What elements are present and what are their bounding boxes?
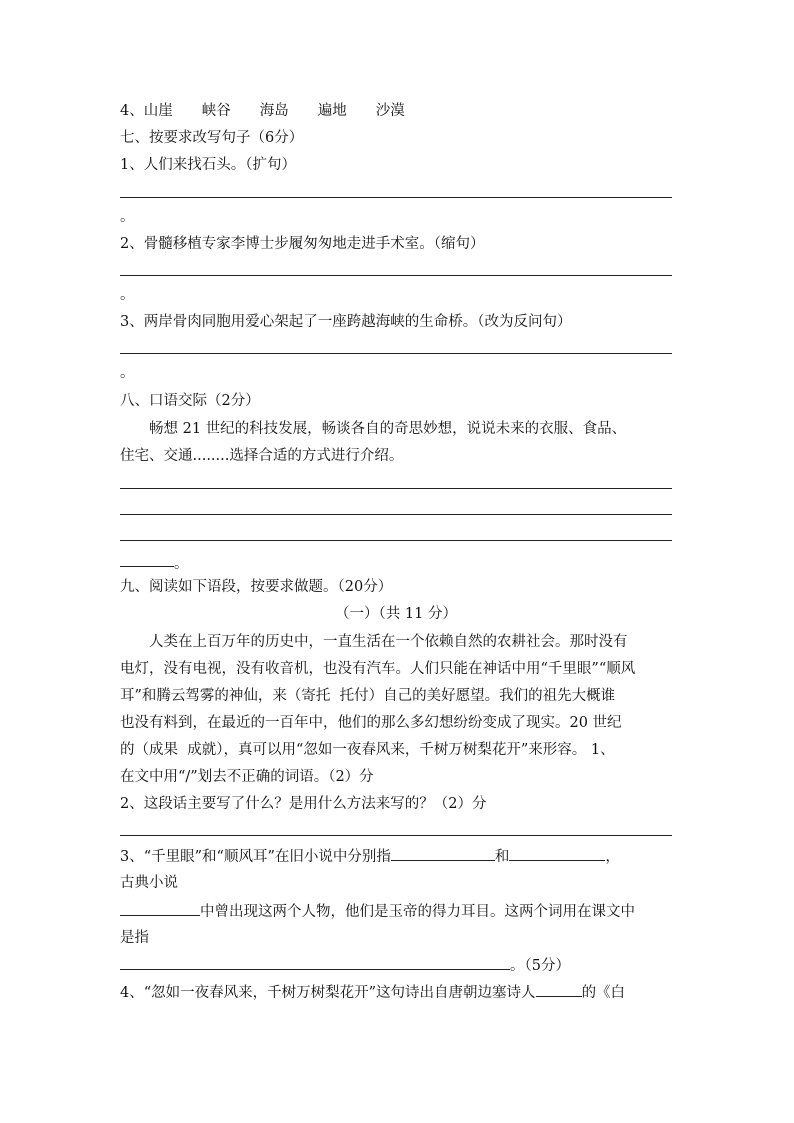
- passage-line-2: 电灯，没有电视，没有收音机，也没有汽车。人们只能在神话中用“千里眼”“顺风: [120, 661, 636, 677]
- q7-3: 3、两岸骨肉同胞用爱心架起了一座跨越海峡的生命桥。（改为反问句）: [120, 314, 572, 330]
- passage-line-5: 的（成果 成就），真可以用“忽如一夜春风来，千树万树梨花开”来形容。 1、: [120, 742, 615, 758]
- q7-1: 1、人们来找石头。（扩句）: [120, 157, 296, 173]
- q9-3-text-c: ，: [605, 849, 620, 865]
- answer-line[interactable]: [120, 566, 174, 567]
- q9-3-line-4: 是指: [120, 930, 149, 946]
- answer-line[interactable]: [120, 514, 672, 515]
- answer-line[interactable]: [120, 275, 672, 276]
- q9-3-line-3: [120, 901, 635, 922]
- end-mark: 。: [174, 556, 189, 572]
- passage-line-1: 人类在上百万年的历史中，一直生活在一个依赖自然的农耕社会。那时没有: [120, 634, 628, 650]
- q9-3-text-a: 3、“千里眼”和“顺风耳”在旧小说中分别指: [120, 849, 391, 865]
- section-9-heading: 九、阅读如下语段，按要求做题。（20分）: [120, 579, 393, 595]
- end-mark: 。: [120, 365, 135, 381]
- q9-3-line-1: [120, 846, 620, 867]
- answer-blank[interactable]: [509, 846, 605, 861]
- exercise-4-words: 4、山崖 峡谷 海岛 遍地 沙漠: [120, 103, 405, 119]
- end-mark: 。: [120, 287, 135, 303]
- answer-line[interactable]: [120, 197, 672, 198]
- answer-blank[interactable]: [391, 846, 495, 861]
- q9-3-text-b: 和: [494, 849, 510, 865]
- q7-2: 2、骨髓移植专家李博士步履匆匆地走进手术室。（缩句）: [120, 236, 485, 252]
- answer-blank[interactable]: [120, 955, 510, 970]
- section-7-heading: 七、按要求改写句子（6分）: [120, 130, 304, 146]
- end-mark: 。: [120, 209, 135, 225]
- q9-2: 2、这段话主要写了什么？是用什么方法来写的？（2）分: [120, 796, 487, 812]
- passage-line-3: 耳”和腾云驾雾的神仙，来（寄托 托付）自己的美好愿望。我们的祖先大概谁: [120, 688, 616, 704]
- answer-line[interactable]: [120, 353, 672, 354]
- answer-line[interactable]: [120, 488, 672, 489]
- passage-line-4: 也没有料到，在最近的一百年中，他们的那么多幻想纷纷变成了现实。20 世纪: [120, 715, 622, 731]
- q9-3-text-e: 中曾出现这两个人物，他们是玉帝的得力耳目。这两个词用在课文中: [200, 904, 635, 920]
- q9-3-line-5: [120, 955, 570, 976]
- answer-line[interactable]: [120, 540, 672, 541]
- passage-line-6: 在文中用“/”划去不正确的词语。（2）分: [120, 769, 374, 785]
- section-8-prompt-2: 住宅、交通........选择合适的方式进行介绍。: [120, 448, 404, 464]
- answer-blank[interactable]: [536, 982, 582, 997]
- section-8-prompt-1: 畅想 21 世纪的科技发展，畅谈各自的奇思妙想，说说未来的衣服、食品、: [120, 421, 627, 437]
- answer-blank[interactable]: [120, 901, 200, 916]
- q9-4-text-a: 4、“忽如一夜春风来，千树万树梨花开”这句诗出自唐朝边塞诗人: [120, 985, 536, 1001]
- q9-4-line-1: [120, 982, 625, 1003]
- answer-line[interactable]: [120, 835, 672, 836]
- section-8-heading: 八、口语交际（2分）: [120, 393, 260, 409]
- q9-3-line-2: 古典小说: [120, 875, 178, 891]
- q9-4-text-b: 的《白: [581, 985, 626, 1001]
- passage-1-heading: （一）（共 11 分）: [335, 606, 457, 622]
- q9-3-text-g: 。（5分）: [510, 958, 570, 974]
